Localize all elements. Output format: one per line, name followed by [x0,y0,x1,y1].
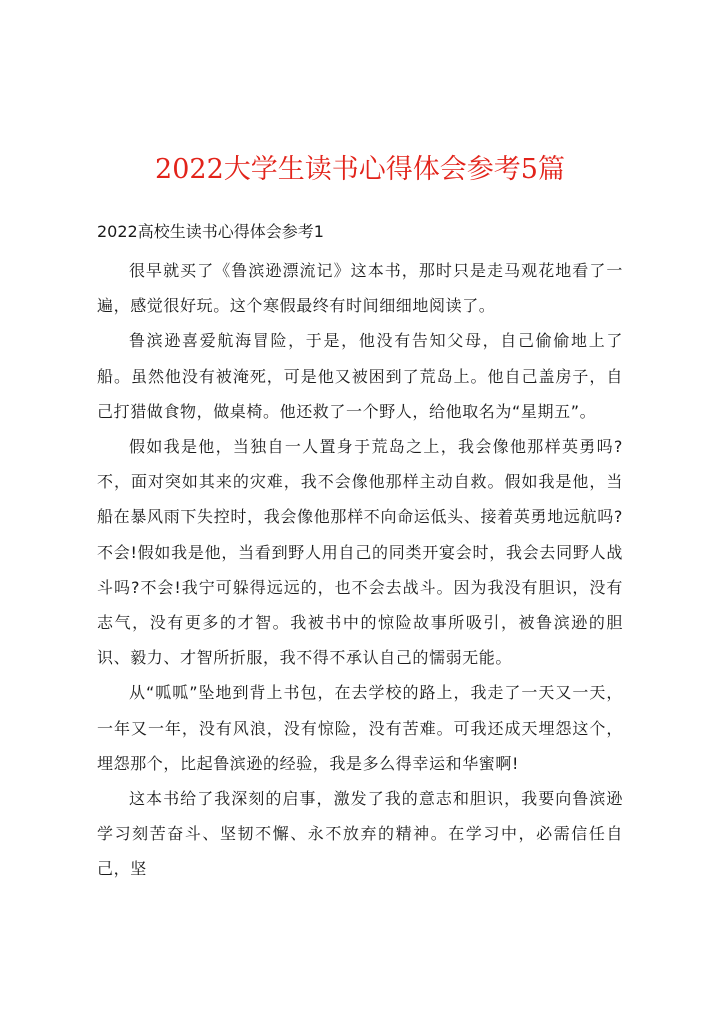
paragraph-2: 鲁滨逊喜爱航海冒险，于是，他没有告知父母，自己偷偷地上了船。虽然他没有被淹死，可是他又被困到了荒岛上。他自己盖房子，自己打猎做食物，做桌椅。他还救了一个野人，给他取名为“星期五”。 [97,331,623,421]
paragraph-3: 假如我是他，当独自一人置身于荒岛之上，我会像他那样英勇吗?不，面对突如其来的灾难，我不会像他那样主动自救。假如我是他，当船在暴风雨下失控时，我会像他那样不向命运低头、接着英勇地远航吗?不会!假如我是他，当看到野人用自己的同类开宴会时，我会去同野人战斗吗?不会!我宁可躲得远远的，也不会去战斗。因为我没有胆识，没有志气，没有更多的才智。我被书中的惊险故事所吸引，被鲁滨逊的胆识、毅力、才智所折服，我不得不承认自己的懦弱无能。 [97,437,623,668]
paragraph-4: 从“呱呱”坠地到背上书包，在去学校的路上，我走了一天又一天，一年又一年，没有风浪，没有惊险，没有苦难。可我还成天埋怨这个，埋怨那个，比起鲁滨逊的经验，我是多么得幸运和华蜜啊! [97,683,623,773]
paragraph-5: 这本书给了我深刻的启事，激发了我的意志和胆识，我要向鲁滨逊学习刻苦奋斗、坚韧不懈、永不放弃的精神。在学习中，必需信任自己，坚 [97,789,623,879]
paragraph-1: 很早就买了《鲁滨逊漂流记》这本书，那时只是走马观花地看了一遍，感觉很好玩。这个寒假最终有时间细细地阅读了。 [97,261,623,316]
document-title: 2022大学生读书心得体会参考5篇 [155,154,565,185]
document-body [97,253,623,887]
section-heading: 2022高校生读书心得体会参考1 [97,222,324,241]
